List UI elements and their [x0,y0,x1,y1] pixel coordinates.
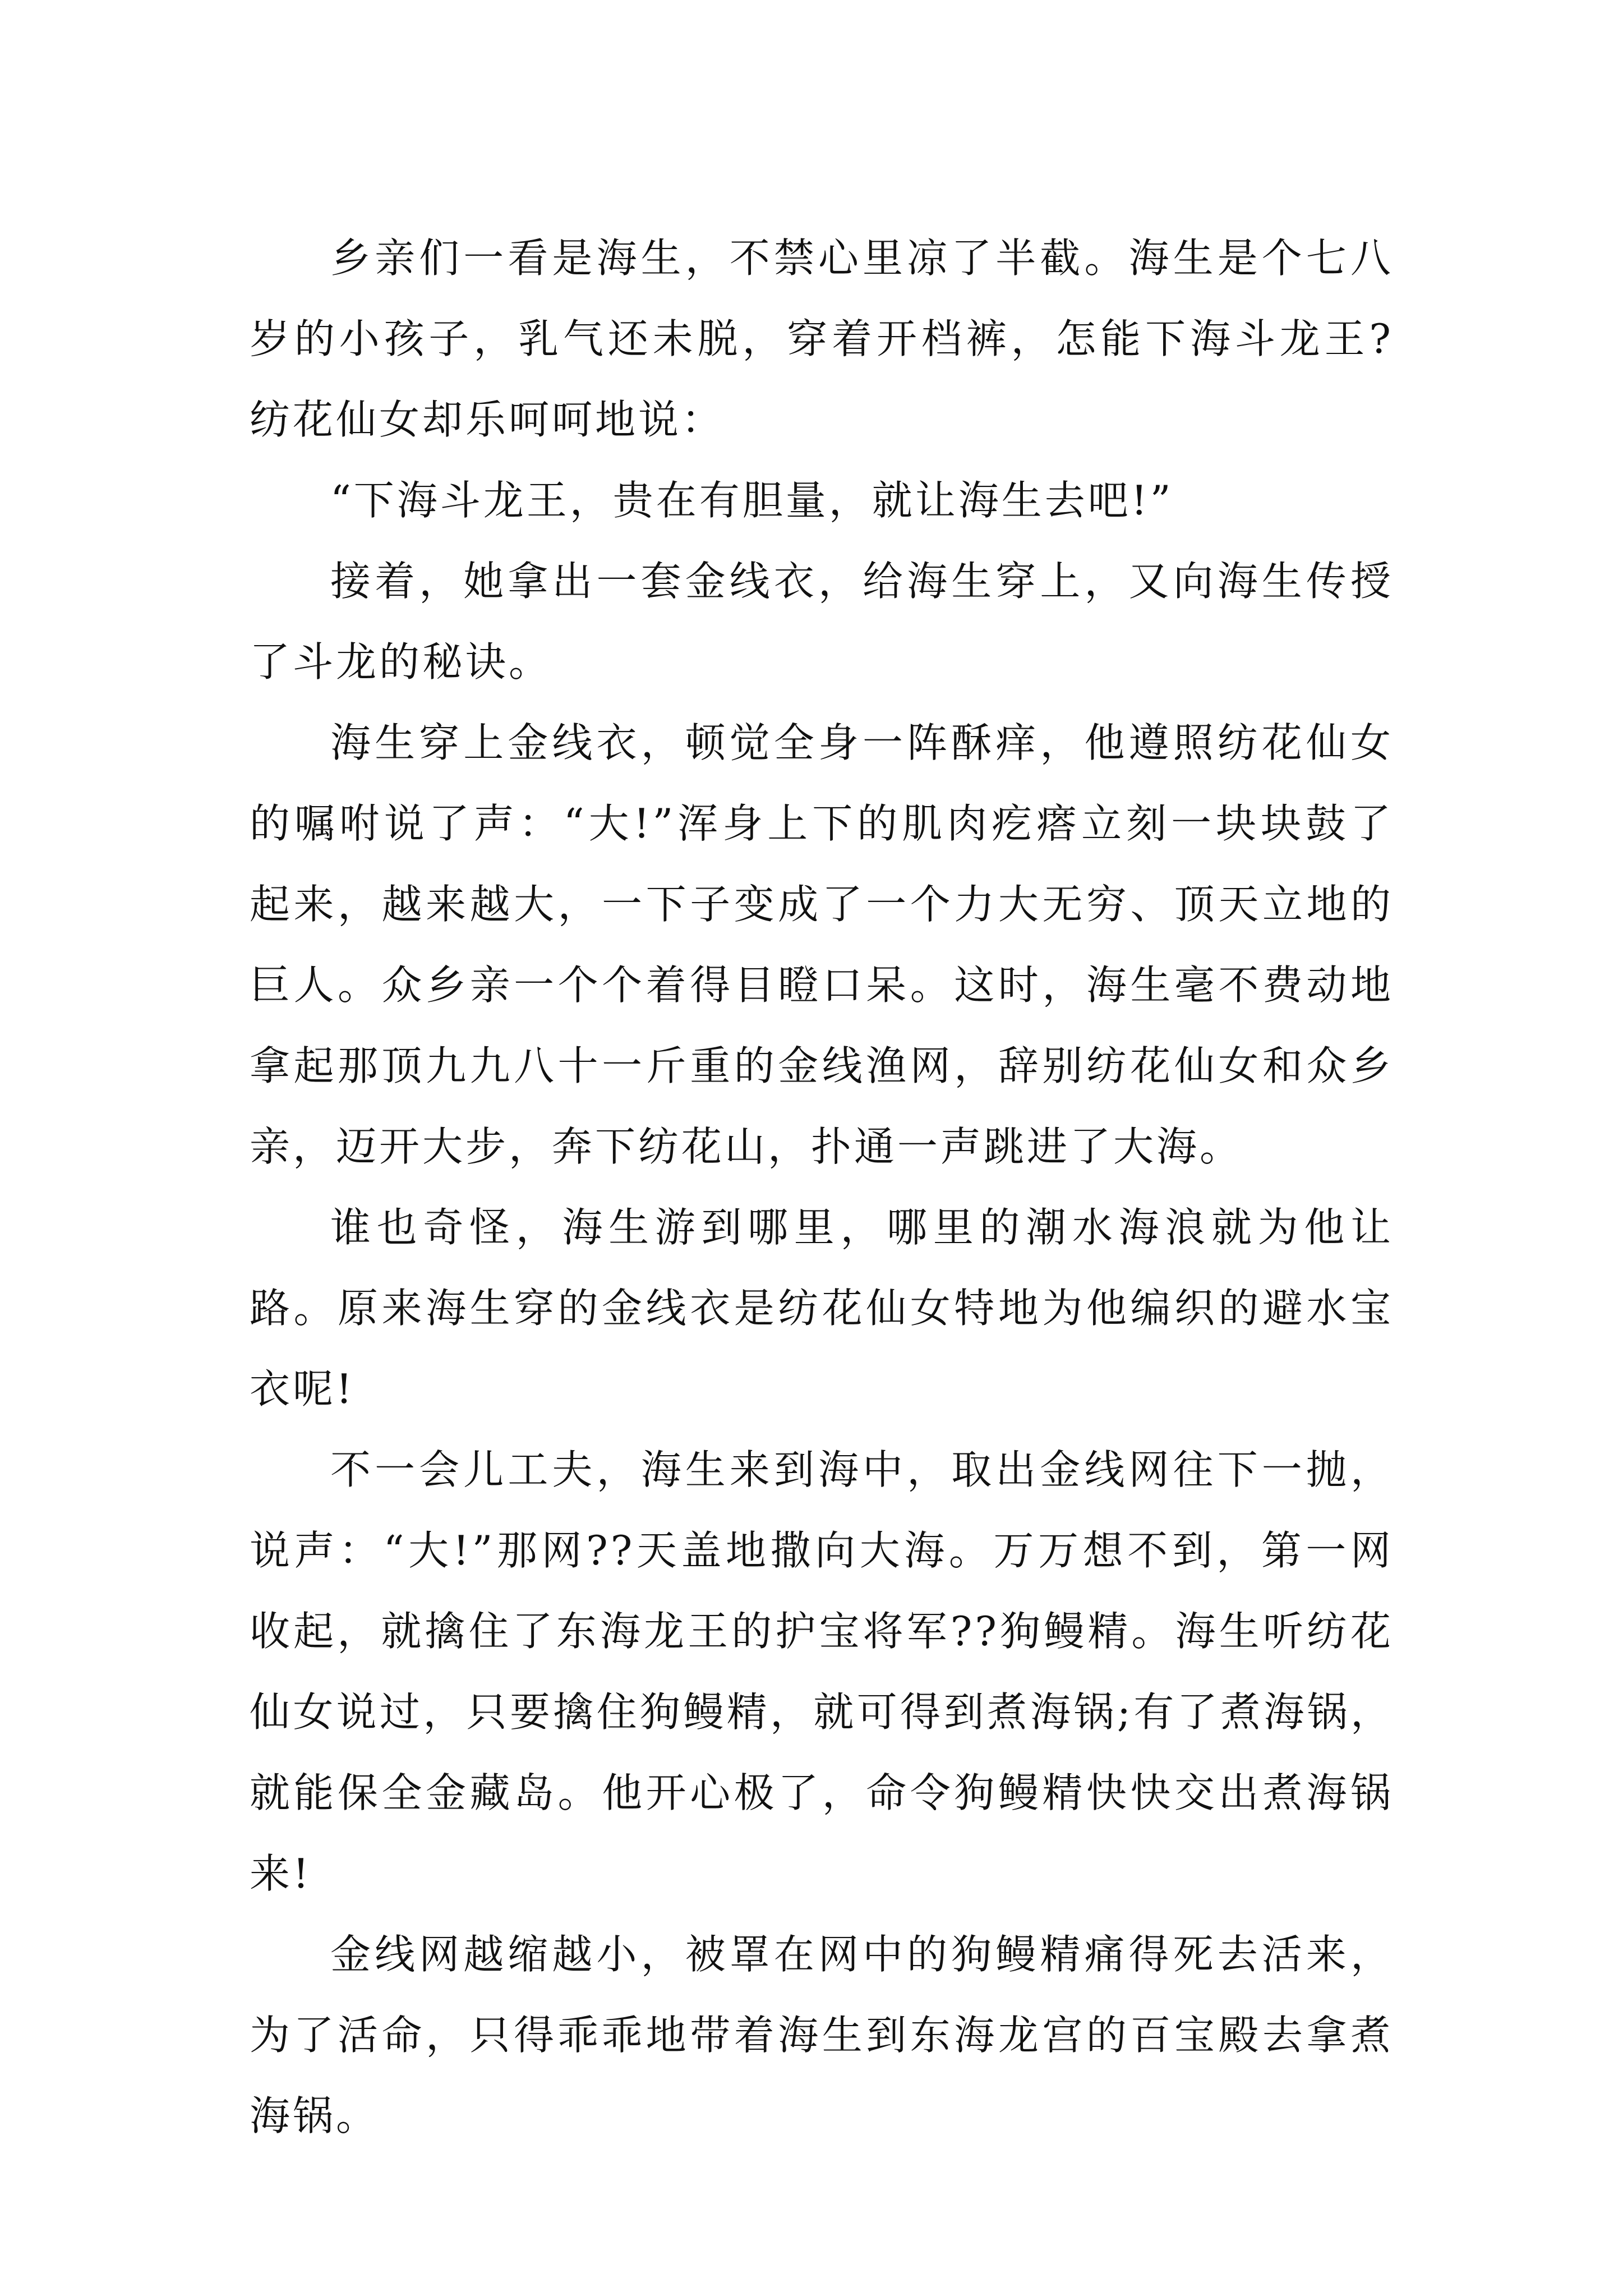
paragraph: 乡亲们一看是海生，不禁心里凉了半截。海生是个七八岁的小孩子，乳气还未脱，穿着开档裤，怎能下海斗龙王?纺花仙女却乐呵呵地说： [250,234,1394,443]
paragraph: 接着，她拿出一套金线衣，给海生穿上，又向海生传授了斗龙的秘诀。 [250,558,1394,685]
paragraph: 谁也奇怪，海生游到哪里，哪里的潮水海浪就为他让路。原来海生穿的金线衣是纺花仙女特地为他编织的避水宝衣呢! [250,1204,1394,1412]
paragraph: 不一会儿工夫，海生来到海中，取出金线网往下一抛，说声：“大!”那网??天盖地撒向大海。万万想不到，第一网收起，就擒住了东海龙王的护宝将军??狗鳗精。海生听纺花仙女说过，只要擒住狗鳗精，就可得到煮海锅;有了煮海锅，就能保全金藏岛。他开心极了，命令狗鳗精快快交出煮海锅来! [250,1446,1394,1897]
paragraph: 金线网越缩越小，被罩在网中的狗鳗精痛得死去活来，为了活命，只得乖乖地带着海生到东海龙宫的百宝殿去拿煮海锅。 [250,1931,1394,2139]
story-text [250,218,1394,2156]
paragraph: 海生穿上金线衣，顿觉全身一阵酥痒，他遵照纺花仙女的嘱咐说了声：“大!”浑身上下的肌肉疙瘩立刻一块块鼓了起来，越来越大，一下子变成了一个力大无穷、顶天立地的巨人。众乡亲一个个着得目瞪口呆。这时，海生毫不费动地拿起那顶九九八十一斤重的金线渔网，辞别纺花仙女和众乡亲，迈开大步，奔下纺花山，扑通一声跳进了大海。 [250,719,1394,1170]
paragraph-quote: “下海斗龙王，贵在有胆量，就让海生去吧!” [330,477,1174,524]
